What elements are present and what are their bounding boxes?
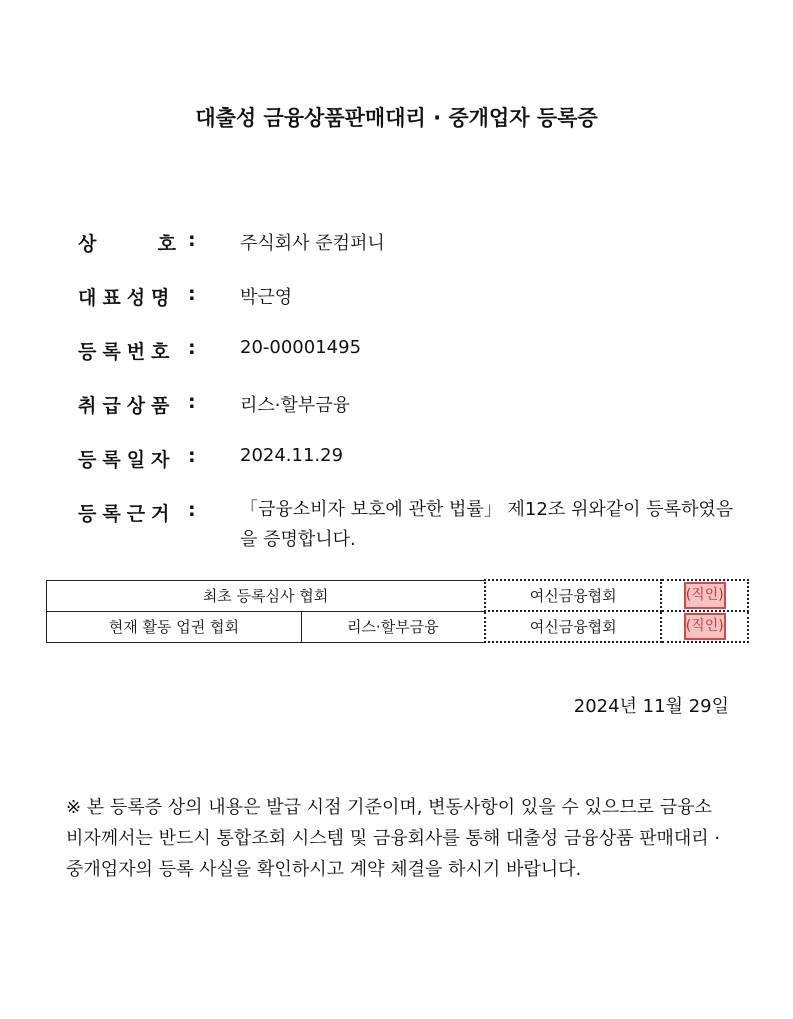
issue-date: 2024년 11월 29일 (573, 696, 729, 717)
field-product-label: 취급상품 (78, 395, 176, 417)
colon: : (188, 337, 196, 359)
table-cell-assoc: 여신금융협회 (485, 580, 661, 611)
registration-date: 2024.11.29 (240, 445, 344, 466)
registration-basis: 「금융소비자 보호에 관한 법률」 제12조 위와같이 등록하였음을 증명합니다. (240, 499, 734, 550)
company-name: 주식회사 준컴퍼니 (240, 233, 385, 254)
colon: : (188, 283, 196, 305)
label-part-a: 상 (78, 233, 97, 255)
table-cell-stamp (661, 611, 748, 642)
field-basis-label: 등록근거 (78, 503, 176, 525)
table-cell-sector: 리스·할부금융 (301, 611, 485, 642)
table-row (47, 611, 749, 642)
ceo-name: 박근영 (240, 287, 293, 308)
colon: : (188, 499, 196, 521)
colon: : (188, 229, 196, 251)
colon: : (188, 445, 196, 467)
seal-stamp: (직인) (684, 613, 726, 640)
colon: : (188, 391, 196, 413)
registration-number: 20-00001495 (240, 337, 362, 358)
field-reg-no-label: 등록번호 (78, 341, 176, 363)
seal-stamp: (직인) (684, 582, 726, 609)
association-table (46, 579, 749, 643)
certificate-title: 대출성 금융상품판매대리 · 중개업자 등록증 (195, 106, 598, 130)
table-cell-label: 최초 등록심사 협회 (47, 580, 485, 611)
table-cell-stamp (661, 580, 748, 611)
table-row (47, 580, 749, 611)
label-part-b: 호 (157, 233, 176, 255)
field-reg-date-label: 등록일자 (78, 449, 176, 471)
field-ceo-label: 대표성명 (78, 287, 176, 309)
notice-text: ※ 본 등록증 상의 내용은 발급 시점 기준이며, 변동사항이 있을 수 있으므로 금융소비자께서는 반드시 통합조회 시스템 및 금융회사를 통해 대출성 금융상품 판매대리 · 중개업자의 등록 사실을 확인하시고 계약 체결을 하시기 바랍니다. (66, 797, 721, 880)
product-type: 리스·할부금융 (240, 395, 351, 416)
table-cell-assoc: 여신금융협회 (485, 611, 661, 642)
table-cell-label: 현재 활동 업권 협회 (47, 611, 302, 642)
